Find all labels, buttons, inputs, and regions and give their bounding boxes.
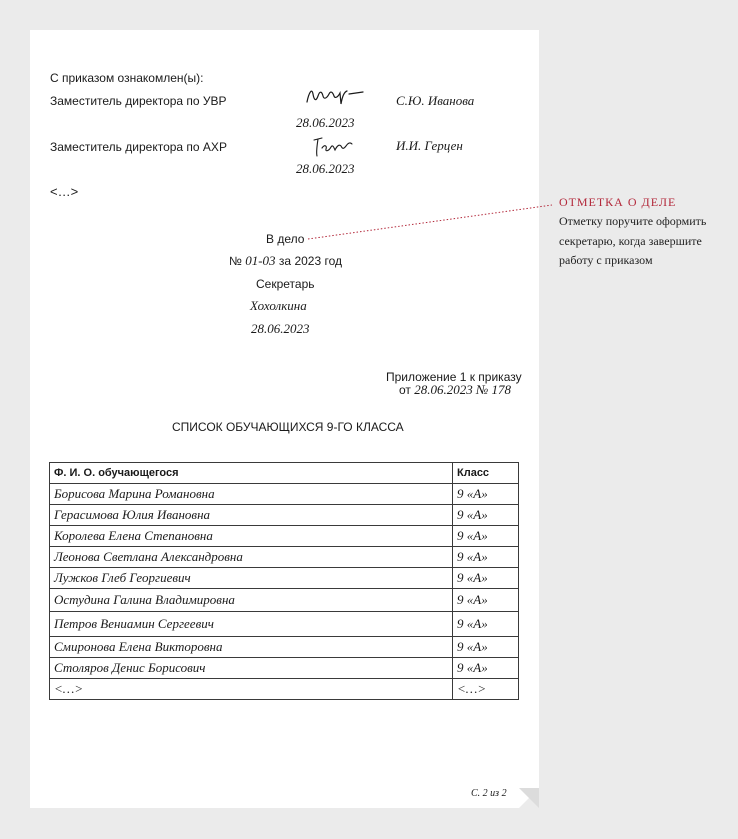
position-deputy-uvr: Заместитель директора по УВР: [50, 94, 227, 108]
list-title: СПИСОК ОБУЧАЮЩИХСЯ 9-ГО КЛАССА: [172, 420, 404, 434]
student-name: <…>: [50, 679, 453, 700]
student-name: Лужков Глеб Георгиевич: [50, 568, 453, 589]
student-class: 9 «А»: [453, 658, 519, 679]
date-ivanova: 28.06.2023: [296, 115, 355, 130]
student-class: 9 «А»: [453, 526, 519, 547]
name-ivanova: С.Ю. Иванова: [396, 93, 475, 108]
student-class: 9 «А»: [453, 637, 519, 658]
number-prefix: №: [229, 254, 242, 268]
student-class: 9 «А»: [453, 589, 519, 612]
student-name: Борисова Марина Романовна: [50, 484, 453, 505]
student-name: Столяров Денис Борисович: [50, 658, 453, 679]
student-name: Королева Елена Степановна: [50, 526, 453, 547]
student-name: Остудина Галина Владимировна: [50, 589, 453, 612]
student-class: 9 «А»: [453, 612, 519, 637]
acquaintance-heading: С приказом ознакомлен(ы):: [50, 71, 204, 85]
case-number: 01-03: [245, 253, 276, 268]
appendix-from-prefix: от: [399, 383, 411, 397]
file-note-date: 28.06.2023: [251, 321, 310, 336]
date-gertsen: 28.06.2023: [296, 161, 355, 176]
student-class: <…>: [453, 679, 519, 700]
header-name: Ф. И. О. обучающегося: [50, 463, 453, 484]
position-deputy-ahr: Заместитель директора по АХР: [50, 140, 227, 154]
student-name: Смиронова Елена Викторовна: [50, 637, 453, 658]
sidebar-text: Отметку поручите оформить секретарю, когда завершите работу с приказом: [559, 214, 707, 267]
student-class: 9 «А»: [453, 568, 519, 589]
file-note-label: В дело: [266, 232, 305, 246]
header-class: Класс: [453, 463, 519, 484]
secretary-signature-name: Хохолкина: [250, 298, 307, 313]
acquaintance-ellipsis: <…>: [50, 184, 79, 199]
secretary-position: Секретарь: [256, 277, 315, 291]
student-name: Петров Вениамин Сергеевич: [50, 612, 453, 637]
name-gertsen: И.И. Герцен: [396, 138, 463, 153]
page-number: С. 2 из 2: [471, 788, 507, 799]
sidebar-title: ОТМЕТКА О ДЕЛЕ: [559, 195, 677, 209]
year-prefix: за: [278, 254, 292, 268]
student-name: Леонова Светлана Александровна: [50, 547, 453, 568]
student-class: 9 «А»: [453, 484, 519, 505]
student-class: 9 «А»: [453, 505, 519, 526]
student-class: 9 «А»: [453, 547, 519, 568]
appendix-date-number: 28.06.2023 № 178: [414, 382, 512, 397]
year: 2023: [294, 254, 322, 268]
appendix-line: Приложение 1 к приказу: [386, 370, 522, 384]
student-name: Герасимова Юлия Ивановна: [50, 505, 453, 526]
year-suffix: год: [324, 254, 343, 268]
